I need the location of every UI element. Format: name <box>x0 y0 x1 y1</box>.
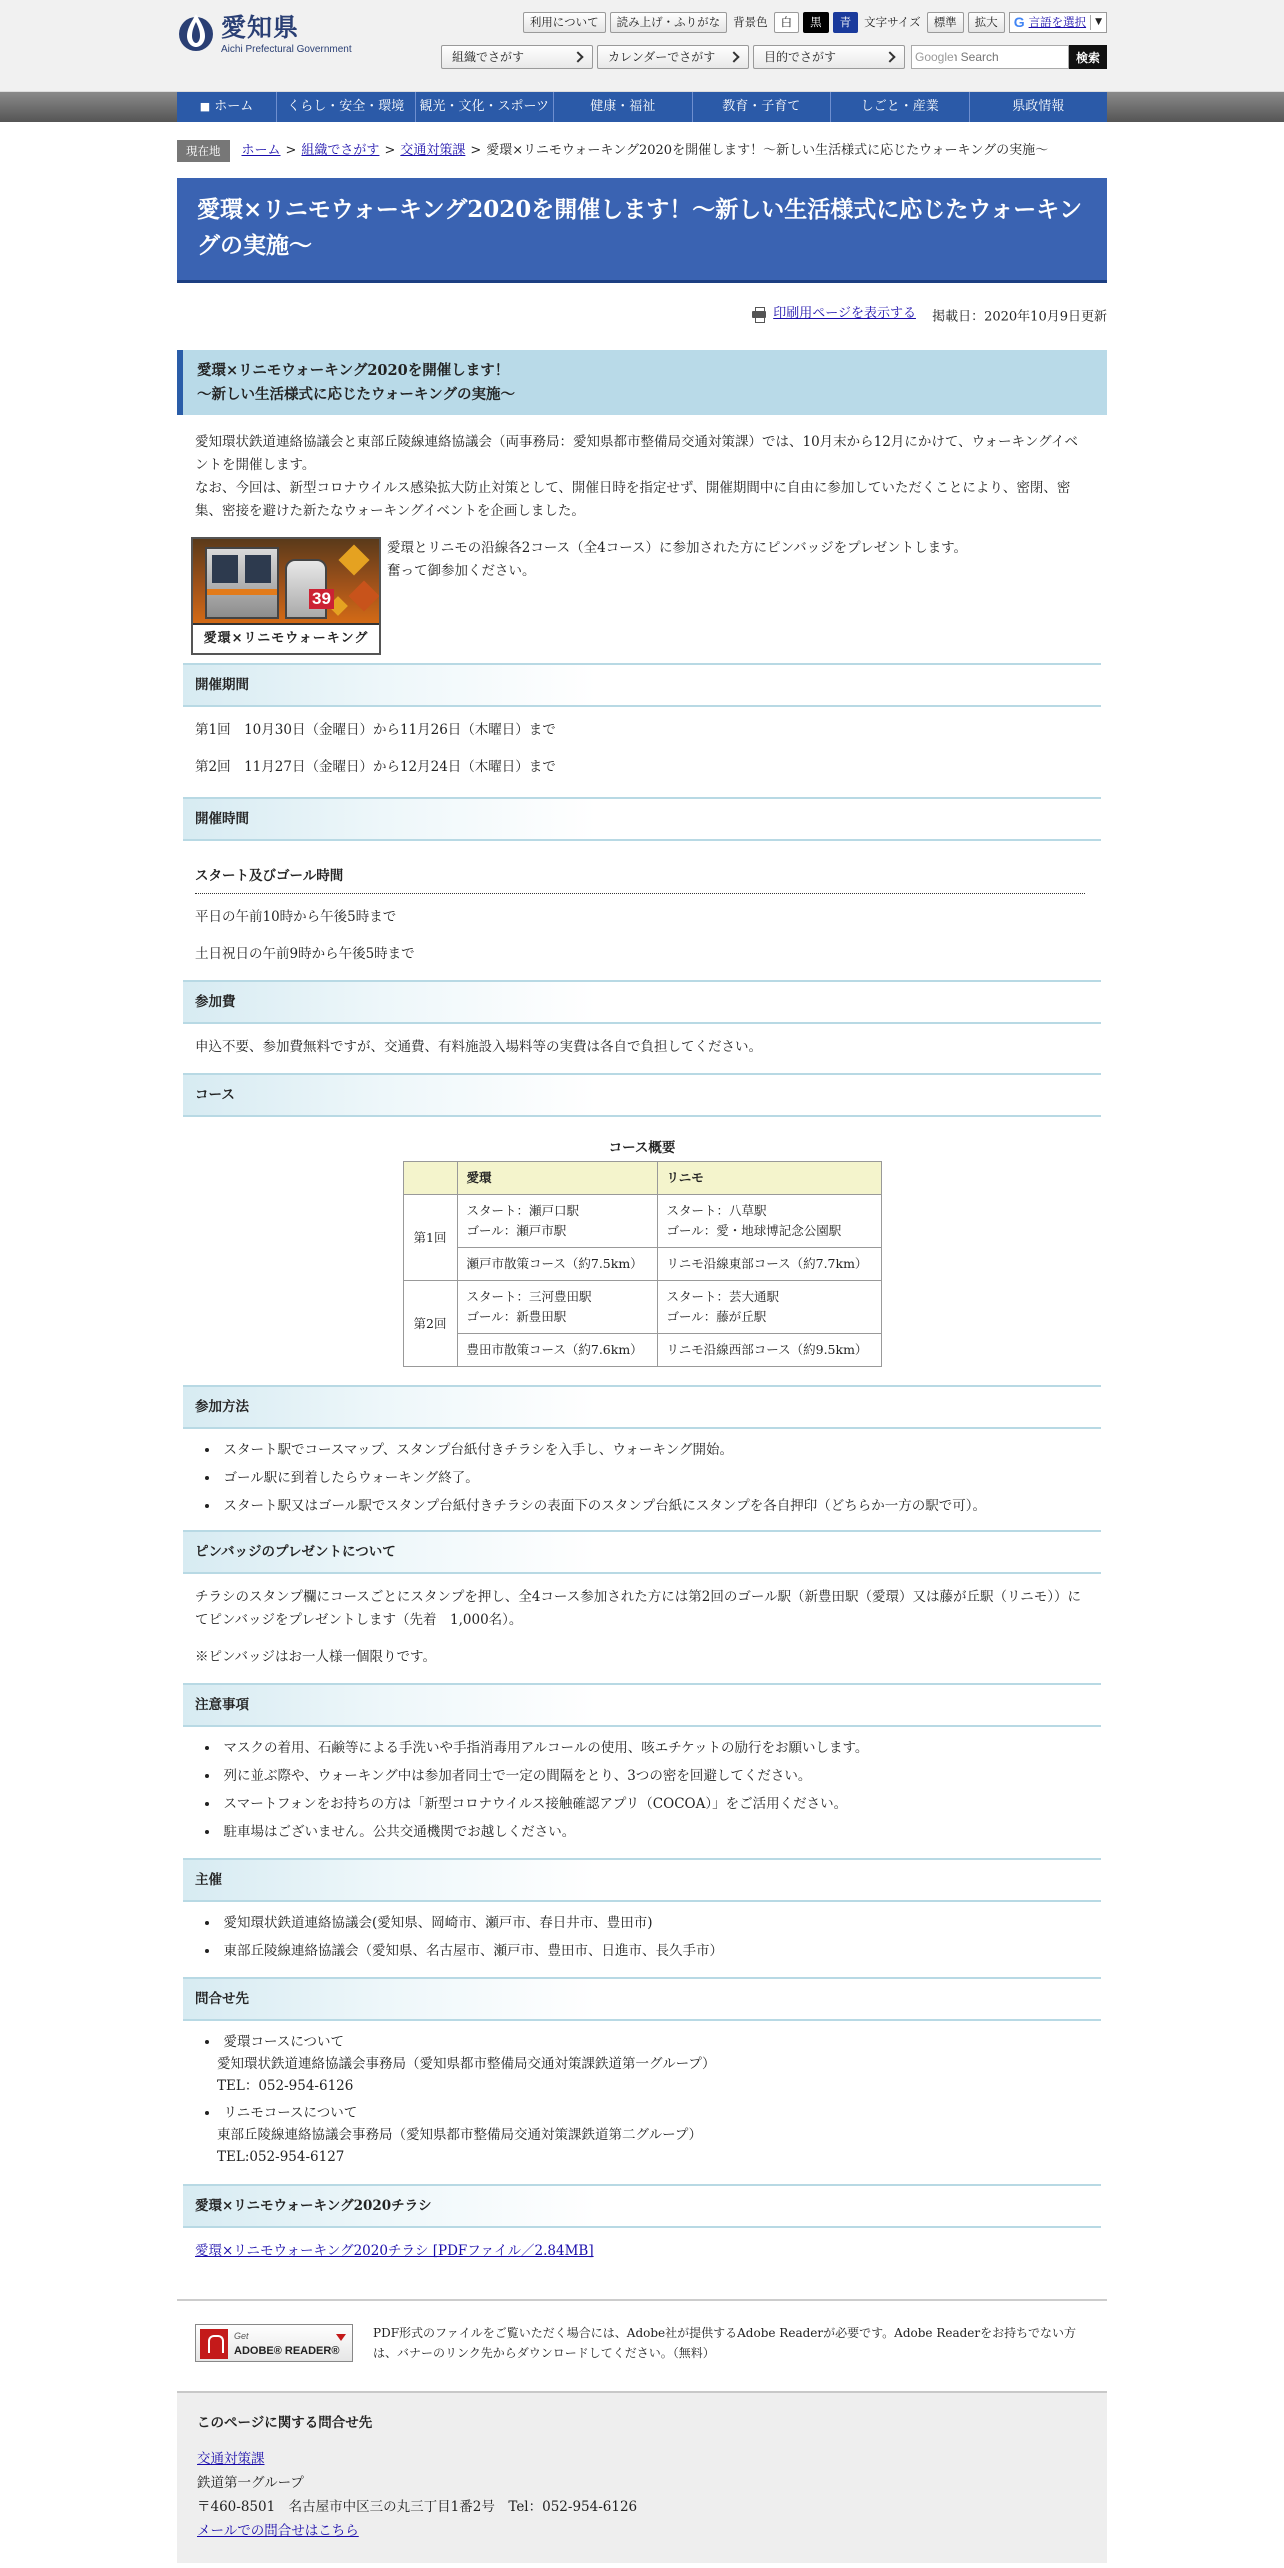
row-label-1: 第1回 <box>403 1195 457 1281</box>
search-row <box>441 45 1107 69</box>
bg-color-label: 背景色 <box>733 15 768 30</box>
course-table-wrap <box>177 1137 1107 1367</box>
linimo-route-1: スタート：八草駅 ゴール：愛・地球博記念公園駅 <box>657 1195 881 1248</box>
contact-address: 〒460-8501 名古屋市中区三の丸三丁目1番2号 Tel：052-954-6126 <box>197 2499 638 2516</box>
adobe-badge-main: ADOBE® READER® <box>234 2345 340 2358</box>
search-by-org-button[interactable]: 組織でさがす <box>441 45 593 69</box>
font-normal-button[interactable]: 標準 <box>927 12 964 33</box>
search-brand: Google <box>915 48 954 68</box>
font-large-button[interactable]: 拡大 <box>968 12 1005 33</box>
list-item: • スタート駅でコースマップ、スタンプ台紙付きチラシを入手し、ウォーキング開始。 <box>205 1439 1089 1462</box>
google-icon: G <box>1013 13 1025 30</box>
download-arrow-icon <box>336 2334 346 2341</box>
table-row <box>403 1334 881 1367</box>
row-label-2: 第2回 <box>403 1281 457 1367</box>
fee-text: 申込不要、参加費無料ですが、交通費、有料施設入場料等の実費は各自で負担してください。 <box>195 1039 762 1056</box>
nav-work[interactable]: しごと・産業 <box>831 92 970 122</box>
site-header <box>0 0 1284 92</box>
contact-dept-link[interactable]: 交通対策課 <box>197 2451 265 2468</box>
table-row <box>403 1248 881 1281</box>
section-time-heading: 開催時間 <box>183 797 1101 841</box>
inquiry-tel-2: TEL:052-954-6127 <box>217 2149 345 2166</box>
list-item: • 列に並ぶ際や、ウォーキング中は参加者同士で一定の間隔をとり、3つの密を回避してください。 <box>205 1765 1089 1788</box>
bg-blue-button[interactable]: 青 <box>833 12 859 33</box>
search-input[interactable] <box>911 45 1069 69</box>
period-item-2: 第2回 11月27日（金曜日）から12月24日（木曜日）まで <box>195 759 556 776</box>
nav-home[interactable] <box>177 92 277 122</box>
pdf-notice <box>177 2299 1107 2381</box>
search-by-calendar-button[interactable]: カレンダーでさがす <box>597 45 749 69</box>
list-item: • スマートフォンをお持ちの方は「新型コロナウイルス接触確認アプリ（COCOA）」をご活用ください。 <box>205 1793 1089 1816</box>
inquiry-org-2: 東部丘陵線連絡協議会事務局（愛知県都市整備局交通対策課鉄道第二グループ） <box>217 2127 703 2144</box>
logo-title: 愛知県 <box>221 13 300 42</box>
aikan-course-2: 豊田市散策コース（約7.6km） <box>457 1334 657 1367</box>
contact-group: 鉄道第一グループ <box>197 2475 304 2492</box>
section-caution-heading: 注意事項 <box>183 1683 1101 1727</box>
list-item: • 東部丘陵線連絡協議会（愛知県、名古屋市、瀬戸市、豊田市、日進市、長久手市） <box>205 1940 1089 1963</box>
search-by-purpose-button[interactable]: 目的でさがす <box>753 45 905 69</box>
contact-mail-link[interactable]: メールでの問合せはこちら <box>197 2523 359 2540</box>
bg-black-button[interactable]: 黒 <box>803 12 829 33</box>
pin-text: チラシのスタンプ欄にコースごとにスタンプを押し、全4コース参加された方には第2回のゴール駅（新豊田駅（愛環）又は藤が丘駅（リニモ））にてピンバッジをプレゼントします（先着 1,000名）。 <box>195 1589 1082 1629</box>
breadcrumb-dept[interactable]: 交通対策課 <box>400 143 466 159</box>
section-flyer-heading: 愛環×リニモウォーキング2020チラシ <box>183 2184 1101 2228</box>
course-table <box>403 1161 882 1367</box>
site-logo[interactable] <box>177 8 377 58</box>
article-body <box>177 431 1107 523</box>
figure-row <box>177 537 1107 655</box>
flyer-pdf-link[interactable]: 愛環×リニモウォーキング2020チラシ [PDFファイル／2.84MB] <box>195 2243 594 2260</box>
search-button[interactable]: 検索 <box>1069 45 1107 69</box>
chevron-down-icon: ▼ <box>1090 15 1102 30</box>
col-header-aikan: 愛環 <box>457 1162 657 1195</box>
page-title: 愛環×リニモウォーキング2020を開催します！～新しい生活様式に応じたウォーキングの実施～ <box>177 178 1107 283</box>
breadcrumb-current: 愛環×リニモウォーキング2020を開催します！～新しい生活様式に応じたウォーキングの実施～ <box>486 143 1049 159</box>
breadcrumb: 現在地 ホーム > 組織でさがす > 交通対策課 > 愛環×リニモウォーキング2020を開催します！～新しい生活様式に応じたウォーキングの実施～ <box>177 140 1107 162</box>
aikan-route-1: スタート：瀬戸口駅 ゴール：瀬戸市駅 <box>457 1195 657 1248</box>
nav-government[interactable]: 県政情報 <box>1012 99 1065 114</box>
site-search <box>911 45 1107 69</box>
intro-text-2: なお、今回は、新型コロナウイルス感染拡大防止対策として、開催日時を指定せず、開催期間中に自由に参加していただくことにより、密閉、密集、密接を避けた新たなウォーキングイベントを企画しました。 <box>195 480 1071 520</box>
aikan-course-1: 瀬戸市散策コース（約7.5km） <box>457 1248 657 1281</box>
list-item: • 愛知環状鉄道連絡協議会(愛知県、岡崎市、瀬戸市、春日井市、豊田市) <box>205 1912 1089 1935</box>
prefecture-emblem-icon <box>177 8 215 56</box>
section-course-heading: コース <box>183 1073 1101 1117</box>
page-contact <box>177 2391 1107 2563</box>
time-item-2: 土日祝日の午前9時から午後5時まで <box>195 946 415 963</box>
section-method-heading: 参加方法 <box>183 1385 1101 1429</box>
nav-education[interactable]: 教育・子育て <box>693 92 832 122</box>
table-corner <box>403 1162 457 1195</box>
list-item: • マスクの着用、石鹸等による手洗いや手指消毒用アルコールの使用、咳エチケットの励行をお願いします。 <box>205 1737 1089 1760</box>
figure-text-2: 奮って御参加ください。 <box>387 563 536 580</box>
main-content <box>177 140 1107 2563</box>
section-inquiry-heading: 問合せ先 <box>183 1977 1101 2021</box>
about-button[interactable]: 利用について <box>523 12 606 33</box>
list-item <box>205 2102 1089 2168</box>
adobe-badge-small: Get <box>234 2331 249 2342</box>
inquiry-tel-1: TEL：052-954-6126 <box>217 2078 354 2095</box>
subtitle-line-1: 愛環×リニモウォーキング2020を開催します！ <box>197 362 510 380</box>
adobe-icon <box>200 2329 228 2359</box>
page-meta <box>177 303 1107 328</box>
event-image <box>191 537 381 655</box>
pin-note: ※ピンバッジはお一人様一個限りです。 <box>195 1649 436 1666</box>
bg-white-button[interactable]: 白 <box>774 12 800 33</box>
image-number: 39 <box>309 589 334 609</box>
breadcrumb-org[interactable]: 組織でさがす <box>301 143 380 159</box>
furigana-button[interactable]: 読み上げ・ふりがな <box>610 12 728 33</box>
figure-text-1: 愛環とリニモの沿線各2コース（全4コース）に参加された方にピンバッジをプレゼントします。 <box>387 540 967 557</box>
language-select[interactable] <box>1009 12 1107 33</box>
inquiry-title-1: 愛環コースについて <box>223 2034 345 2051</box>
font-size-label: 文字サイズ <box>864 15 921 30</box>
section-host-heading: 主催 <box>183 1858 1101 1902</box>
home-icon: ■ <box>199 100 211 113</box>
nav-home-label: ホーム <box>214 99 254 114</box>
intro-text-1: 愛知環状鉄道連絡協議会と東部丘陵線連絡協議会（両事務局：愛知県都市整備局交通対策課）では、10月末から12月にかけて、ウォーキングイベントを開催します。 <box>195 434 1078 474</box>
breadcrumb-here-label: 現在地 <box>177 140 230 162</box>
intro-paragraph <box>195 431 1089 523</box>
figure-text <box>387 537 967 655</box>
adobe-reader-banner[interactable] <box>195 2324 353 2362</box>
course-table-caption: コース概要 <box>608 1140 676 1157</box>
nav-living[interactable]: くらし・安全・環境 <box>277 92 416 122</box>
content-subtitle <box>177 350 1107 415</box>
contact-heading: このページに関する問合せ先 <box>197 2415 373 2432</box>
inquiry-org-1: 愛知環状鉄道連絡協議会事務局（愛知県都市整備局交通対策課鉄道第一グループ） <box>217 2056 716 2073</box>
table-row <box>403 1195 881 1248</box>
subtitle-line-2: ～新しい生活様式に応じたウォーキングの実施～ <box>197 386 515 404</box>
section-fee-heading: 参加費 <box>183 980 1101 1024</box>
linimo-course-2: リニモ沿線西部コース（約9.5km） <box>657 1334 881 1367</box>
list-item: • 駐車場はございません。公共交通機関でお越しください。 <box>205 1821 1089 1844</box>
language-select-label[interactable]: 言語を選択 <box>1028 15 1087 30</box>
period-item-1: 第1回 10月30日（金曜日）から11月26日（木曜日）まで <box>195 722 556 739</box>
breadcrumb-home[interactable]: ホーム <box>241 143 281 159</box>
inquiry-title-2: リニモコースについて <box>223 2105 358 2122</box>
linimo-course-1: リニモ沿線東部コース（約7.7km） <box>657 1248 881 1281</box>
table-row <box>403 1281 881 1334</box>
time-subheading: スタート及びゴール時間 <box>195 865 1085 894</box>
list-item: • スタート駅又はゴール駅でスタンプ台紙付きチラシの表面下のスタンプ台紙にスタンプを各自押印（どちらか一方の駅で可）。 <box>205 1495 1089 1518</box>
list-item: • ゴール駅に到着したらウォーキング終了。 <box>205 1467 1089 1490</box>
linimo-route-2: スタート：芸大通駅 ゴール：藤が丘駅 <box>657 1281 881 1334</box>
time-item-1: 平日の午前10時から午後5時まで <box>195 909 397 926</box>
nav-tourism[interactable]: 観光・文化・スポーツ <box>416 92 555 122</box>
print-link[interactable]: 印刷用ページを表示する <box>773 306 916 321</box>
section-pin-heading: ピンバッジのプレゼントについて <box>183 1530 1101 1574</box>
image-caption: 愛環×リニモウォーキング <box>193 623 379 653</box>
global-nav <box>0 92 1284 122</box>
updated-date: 掲載日：2020年10月9日更新 <box>932 309 1107 325</box>
aikan-route-2: スタート：三河豊田駅 ゴール：新豊田駅 <box>457 1281 657 1334</box>
nav-health[interactable]: 健康・福祉 <box>554 92 693 122</box>
print-icon <box>751 307 767 321</box>
col-header-linimo: リニモ <box>657 1162 881 1195</box>
list-item <box>205 2031 1089 2097</box>
pdf-notice-text: PDF形式のファイルをご覧いただく場合には、Adobe社が提供するAdobe Readerが必要です。Adobe Readerをお持ちでない方は、バナーのリンク先からダウンロードしてください。（無料） <box>373 2326 1077 2361</box>
section-period-heading: 開催期間 <box>183 663 1101 707</box>
logo-subtitle: Aichi Prefectural Government <box>221 44 352 55</box>
utility-bar <box>523 12 1107 33</box>
